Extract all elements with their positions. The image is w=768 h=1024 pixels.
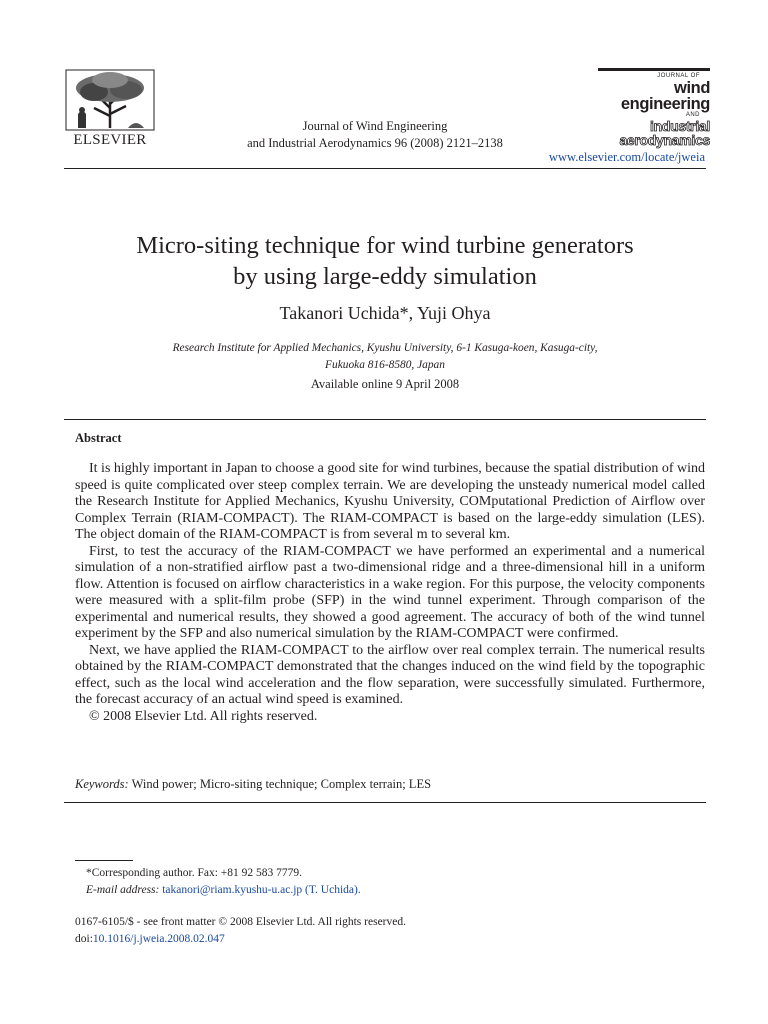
logo-bar — [598, 68, 710, 71]
journal-url-link[interactable]: www.elsevier.com/locate/jweia — [548, 150, 705, 164]
journal-line-1: Journal of Wind Engineering — [302, 119, 448, 133]
abstract-paragraph: Next, we have applied the RIAM-COMPACT to the airflow over real complex terrain. The numerical results obtained by the RIAM-COMPACT demonstrated that the changes induced on the wind field by the topographic effect, such as the local wind acceleration and the flow separation, were successfully simulated. Furthermore, the forecast accuracy of an actual wind speed is examined. — [75, 642, 705, 707]
footnote — [86, 865, 686, 899]
doi-link[interactable]: 10.1016/j.jweia.2008.02.047 — [92, 933, 225, 945]
article-title — [64, 230, 706, 292]
abstract-copyright: © 2008 Elsevier Ltd. All rights reserved. — [89, 708, 318, 724]
logo-journal-of: JOURNAL OF — [657, 73, 700, 79]
logo-wind-engineering: wind engineering — [620, 79, 710, 113]
available-online-date: Available online 9 April 2008 — [310, 377, 460, 391]
abstract-body — [75, 461, 705, 725]
journal-citation — [180, 118, 570, 152]
affiliation-line-1: Research Institute for Applied Mechanics, Kyushu University, 6-1 Kasuga-koen, Kasuga-city, — [172, 342, 598, 354]
title-line-2: by using large-eddy simulation — [233, 263, 537, 290]
publisher-name: ELSEVIER — [73, 132, 147, 148]
author-affiliation — [110, 340, 660, 374]
abstract-top-divider — [64, 419, 706, 420]
journal-line-2: and Industrial Aerodynamics 96 (2008) 2121–2138 — [247, 136, 503, 150]
doi-prefix: doi: — [75, 933, 93, 945]
logo-industrial: industrial — [649, 118, 710, 134]
abstract-bottom-divider — [64, 802, 706, 803]
title-line-1: Micro-siting technique for wind turbine generators — [136, 232, 634, 259]
footnote-divider — [75, 860, 133, 861]
affiliation-line-2: Fukuoka 816-8580, Japan — [325, 359, 445, 371]
abstract-heading: Abstract — [75, 431, 122, 445]
keywords-text: Wind power; Micro-siting technique; Complex terrain; LES — [128, 777, 432, 791]
front-matter — [75, 914, 695, 948]
article-authors: Takanori Uchida*, Yuji Ohya — [279, 303, 491, 323]
email-link[interactable]: takanori@riam.kyushu-u.ac.jp (T. Uchida). — [159, 884, 361, 896]
journal-logo — [592, 68, 710, 148]
issn-line: 0167-6105/$ - see front matter © 2008 Elsevier Ltd. All rights reserved. — [75, 916, 406, 928]
corresponding-author-note: *Corresponding author. Fax: +81 92 583 7779. — [86, 867, 303, 879]
email-label: E-mail address: — [86, 884, 160, 896]
abstract-paragraph: It is highly important in Japan to choose a good site for wind turbines, because the spatial distribution of wind speed is quite complicated over steep complex terrain. We are developing the unsteady numerical model called the Research Institute for Applied Mechanics, Kyushu University, COMputational Prediction of Airflow over Complex Terrain (RIAM-COMPACT). The RIAM-COMPACT is based on the large-eddy simulation (LES). The object domain of the RIAM-COMPACT is from several m to several km. — [75, 461, 705, 542]
doi-line — [75, 931, 695, 948]
logo-aerodynamics: aerodynamics — [619, 132, 710, 148]
header-divider — [64, 168, 706, 169]
logo-and: AND — [685, 112, 700, 118]
abstract-paragraph: First, to test the accuracy of the RIAM-COMPACT we have performed an experimental and a numerical simulation of a non-stratified airflow past a two-dimensional ridge and a three-dimensional hill in a uniform flow. Attention is focused on airflow characteristics in a wake region. For this purpose, the velocity components were measured with a split-film probe (SFP) in the wind tunnel experiment. Through comparison of the experimental and numerical results, they showed a good agreement. The accuracy of both of the wind tunnel experiment by the SFP and also numerical simulation by the RIAM-COMPACT were confirmed. — [75, 543, 705, 641]
email-line — [86, 882, 686, 899]
keywords-line — [75, 777, 705, 792]
keywords-label: Keywords: — [75, 777, 129, 791]
